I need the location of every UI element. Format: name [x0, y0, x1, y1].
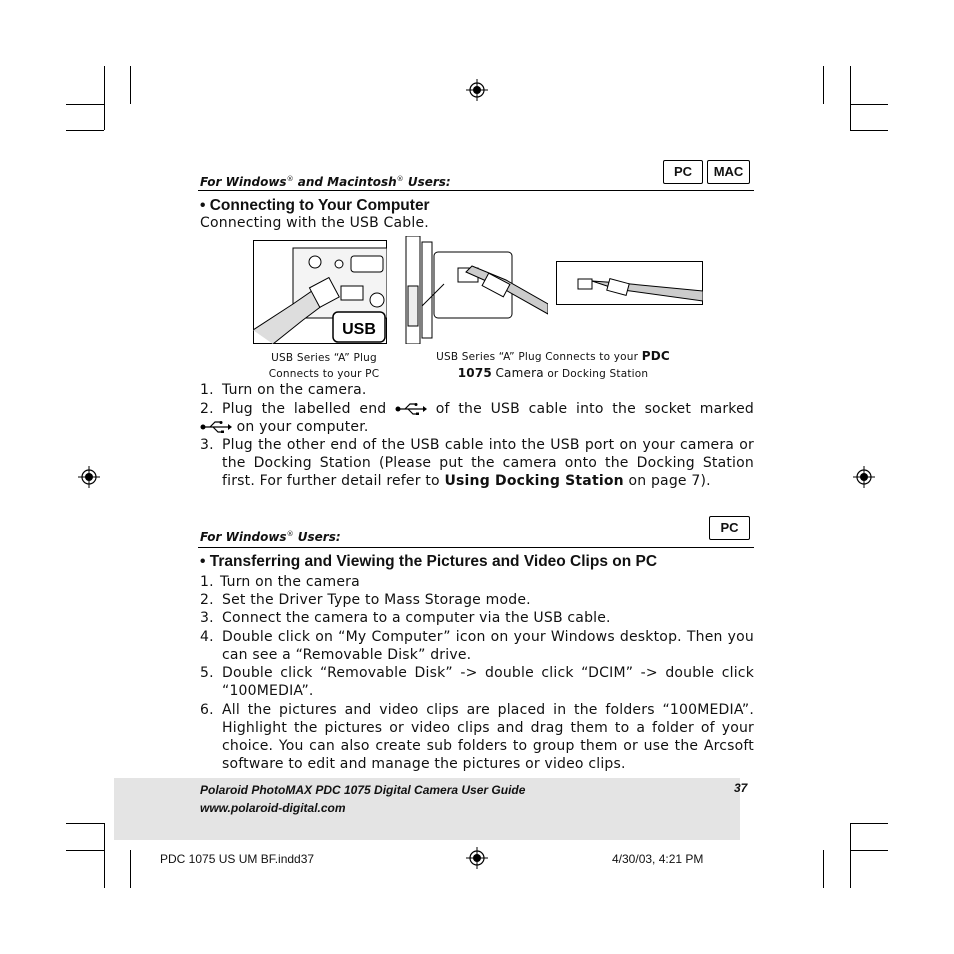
crop-mark	[823, 66, 824, 104]
step-number: 3.	[200, 610, 214, 626]
connect-heading: • Connecting to Your Computer	[200, 197, 430, 214]
connect-step	[200, 400, 754, 438]
connect-subheading: Connecting with the USB Cable.	[200, 215, 429, 231]
step-text: Plug the other end of the USB cable into the USB port on your camera or the Docking Station (Please put the camera onto the Docking Station first. For further detail refer to	[222, 437, 754, 489]
step-number: 1.	[200, 574, 214, 590]
slug-file: PDC 1075 US UM BF.indd37	[160, 852, 315, 866]
section-rule	[198, 190, 754, 191]
section-label-windows-mac	[200, 175, 451, 189]
section-label-windows	[200, 530, 341, 544]
pc-badge: PC	[663, 160, 703, 184]
crop-mark	[850, 823, 851, 888]
usb-symbol-icon	[395, 403, 427, 415]
caption-text: USB Series “A” Plug Connects to your	[436, 351, 639, 363]
registration-mark-icon	[466, 847, 488, 869]
registration-mark-icon	[853, 466, 875, 488]
label-text: For Windows	[200, 175, 287, 189]
step-text: Plug the labelled end	[222, 401, 387, 417]
step-text: on your computer.	[236, 419, 369, 435]
label-text: and Macintosh	[297, 175, 397, 189]
usb-label: USB	[342, 321, 376, 338]
reg-mark: ®	[396, 175, 404, 183]
caption-pc-plug	[256, 350, 392, 382]
step-text: Set the Driver Type to Mass Storage mode.	[222, 592, 531, 608]
pc-badge: PC	[709, 516, 750, 540]
caption-bold: PDC	[641, 349, 670, 363]
step-text: All the pictures and video clips are placed in the folders “100MEDIA”. Highlight the pictures or video clips and drag them to a folder of your choice. You can also create sub folders to group them or use the Arcsoft software to edit and manage the pictures or video clips.	[222, 702, 754, 772]
label-text: Users:	[407, 175, 451, 189]
step-number: 5.	[200, 665, 214, 681]
step-number: 2.	[200, 592, 214, 608]
step-text-bold: Using Docking Station	[444, 473, 624, 489]
caption-camera-plug	[410, 348, 696, 382]
section-rule	[198, 547, 754, 548]
step-number: 2.	[200, 401, 214, 417]
registration-mark-icon	[466, 79, 488, 101]
step-number: 6.	[200, 702, 214, 718]
crop-mark	[66, 823, 104, 824]
step-number: 1.	[200, 382, 214, 398]
crop-mark	[130, 850, 131, 888]
step-text: Connect the camera to a computer via the USB cable.	[222, 610, 611, 626]
usb-symbol-icon	[200, 421, 232, 433]
crop-mark	[823, 850, 824, 888]
caption-bold: 1075	[457, 366, 492, 380]
step-number: 3.	[200, 437, 214, 453]
label-text: For Windows	[200, 530, 287, 544]
crop-mark	[130, 66, 131, 104]
crop-mark	[104, 66, 105, 130]
caption-line: Connects to your PC	[268, 368, 380, 380]
reg-mark: ®	[286, 175, 294, 183]
crop-mark	[66, 130, 104, 131]
crop-mark	[850, 66, 851, 130]
step-text: of the USB cable into the socket marked	[435, 401, 755, 417]
footer-url: www.polaroid-digital.com	[200, 801, 346, 815]
step-text: Turn on the camera.	[222, 382, 367, 398]
reg-mark: ®	[286, 530, 294, 538]
registration-mark-icon	[78, 466, 100, 488]
crop-mark	[850, 850, 888, 851]
step-text: Double click on “My Computer” icon on your Windows desktop. Then you can see a “Removable Disk” drive.	[222, 629, 754, 663]
crop-mark	[850, 130, 888, 131]
mac-badge: MAC	[707, 160, 750, 184]
crop-mark	[66, 104, 104, 105]
footer-title: Polaroid PhotoMAX PDC 1075 Digital Camera User Guide	[200, 783, 526, 797]
step-text: Double click “Removable Disk” -> double click “DCIM” -> double click “100MEDIA”.	[222, 665, 754, 699]
crop-mark	[104, 823, 105, 888]
page-number: 37	[734, 781, 748, 795]
slug-date: 4/30/03, 4:21 PM	[612, 852, 704, 866]
crop-mark	[66, 850, 104, 851]
camera-usb-port-illustration	[402, 236, 548, 344]
step-number: 4.	[200, 629, 214, 645]
label-text: Users:	[297, 530, 341, 544]
caption-text: Camera	[495, 366, 544, 380]
crop-mark	[850, 104, 888, 105]
step-text: on page 7).	[628, 473, 711, 489]
crop-mark	[850, 823, 888, 824]
transfer-heading: • Transferring and Viewing the Pictures and Video Clips on PC	[200, 553, 658, 570]
caption-line: USB Series “A” Plug	[271, 352, 377, 364]
step-text: Turn on the camera	[220, 574, 360, 590]
usb-cable-illustration	[556, 261, 703, 305]
pc-usb-port-illustration	[253, 240, 387, 344]
caption-text: or Docking Station	[547, 368, 649, 380]
